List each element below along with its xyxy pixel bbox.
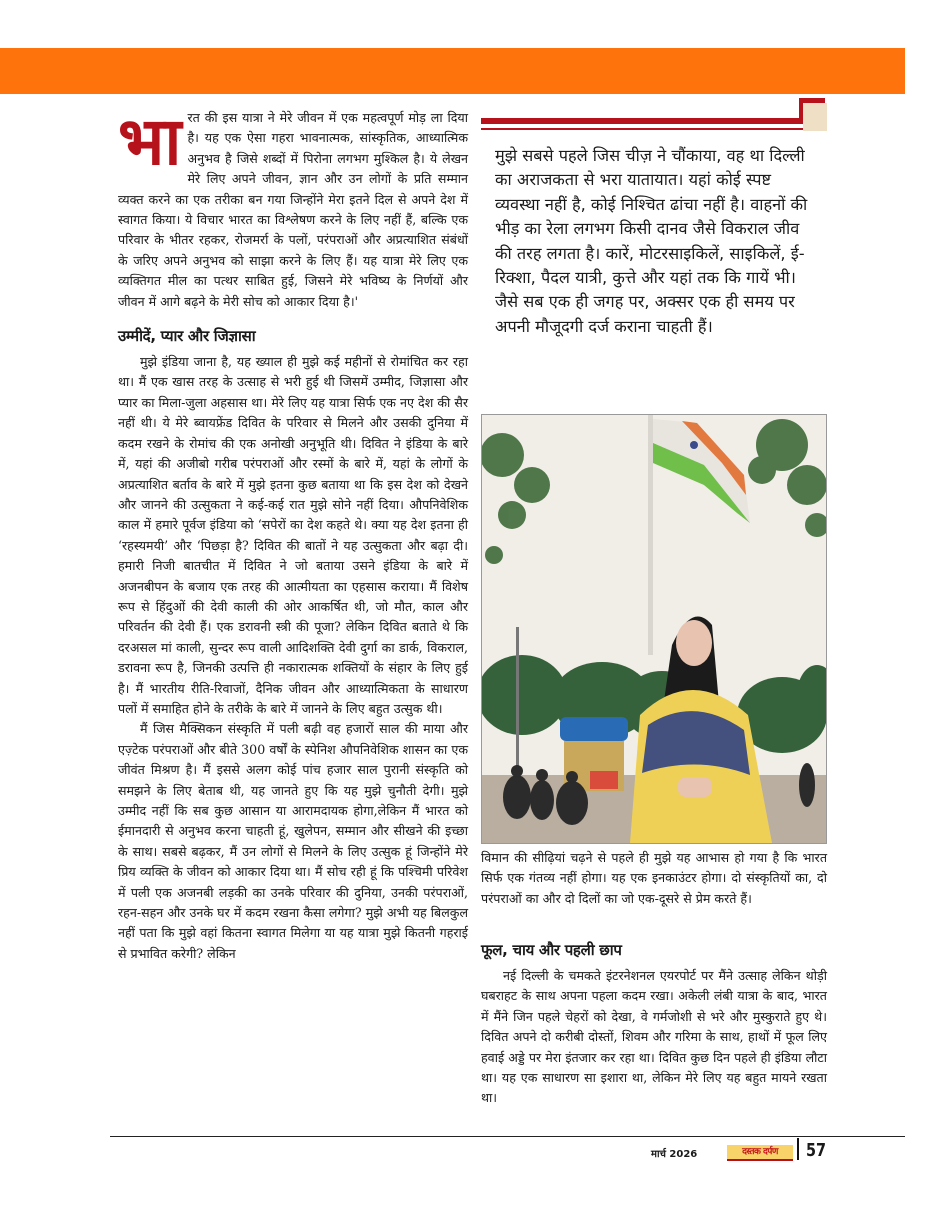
lamppost [516, 627, 519, 777]
magazine-logo-text: दस्तक दर्पण [742, 1147, 778, 1157]
quote-corner-block [803, 103, 827, 131]
section1-paragraph-1: मुझे इंडिया जाना है, यह ख्याल ही मुझे कई महीनों से रोमांचित कर रहा था। मैं एक खास तरह के उत्साह से भरी हुई थी जिसमें उम्मीद, जिज्ञासा और प्यार का मिला-जुला अहसास था। मेरे लिए यह यात्रा सिर्फ एक नए देश की सैर नहीं थी। ये मेरे ब्वायफ्रेंड दिवित के परिवार से मिलने और उसकी दुनिया में कदम रखने के रोमांच की एक अनोखी अनुभूति थी। दिवित ने इंडिया के बारे में, यहां की अजीबो गरीब परंपराओं और रस्मों के बारे में, यहां के लोगों के अप्रत्याशित बर्ताव के बारे में मुझे इतना कुछ बताया था कि इस देश को देखने और जानने की उत्सुकता ने कई-कई रात मुझे सोने नहीं दिया। औपनिवेशिक काल में हमारे पूर्वज इंडिया को ‘सपेरों का देश कहते थे। क्या यह देश इतना ही ‘रहस्यमयी’ और ‘पिछड़ा है? दिवित की बातों ने यह उत्सुकता और बढ़ा दी। हमारी निजी बातचीत में दिवित ने जो बताया उसने इंडिया के बारे में अजनबीपन के बजाय एक तरह की आत्मीयता का एहसास कराया। मैं विशेष रूप से हिंदुओं की देवी काली की ओर आकर्षित थी, जो मौत, काल और परिवर्तन की देवी हैं। एक डरावनी स्त्री की पूजा? लेकिन दिवित बताते थे कि दरअसल मां काली, सुन्दर रूप वाली आदिशक्ति देवी दुर्गा का डार्क, विकराल, डरावना रूप है, जिनकी उत्पत्ति ही नकारात्मक शक्तियों के संहार के लिए हुई है। मैं भारतीय रीति-रिवाजों, दैनिक जीवन और आध्यात्मिकता के साधारण पलों में समाहित होने के तरीके के बारे में जानने के लिए बहुत उत्सुक थी। [118, 354, 468, 716]
right-column [481, 96, 829, 339]
section2-paragraph: नई दिल्ली के चमकते इंटरनेशनल एयरपोर्ट पर मैंने उत्साह लेकिन थोड़ी घबराहट के साथ अपना पहला कदम रखा। अकेली लंबी यात्रा के बाद, भारत में मैंने जिन पहले चेहरों को देखा, वे गर्मजोशी से भरे और मुस्कुराते हुए थे। दिवित अपने दो करीबी दोस्तों, शिवम और गरिमा के साथ, हाथों में फूल लिए हवाई अड्डे पर मेरा इंतजार कर रहा था। दिवित कुछ दिन पहले ही इंडिया लौटा था। यह एक साधारण सा इशारा था, लेकिन मेरे लिए यह बहुत मायने रखता था। [481, 968, 827, 1106]
left-column [118, 103, 468, 964]
section1-paragraph-2: मैं जिस मैक्सिकन संस्कृति में पली बढ़ी वह हजारों साल की माया और एज़्टेक परंपराओं और बीते 300 वर्षों के स्पेनिश औपनिवेशिक शासन का एक जीवंत मिश्रण है। मैं इससे अलग कोई पांच हजार साल पुरानी संस्कृति को समझने के लिए बेताब थी, यह जानते हुए कि यह मुझे चुनौती देगी। मुझे उम्मीद नहीं कि सब कुछ आसान या आरामदायक होगा,लेकिन मैं भारत को ईमानदारी से अनुभव करना चाहती हूं, खुलेपन, सम्मान और सीखने की इच्छा के साथ। सबसे बढ़कर, मैं उन लोगों से मिलने के लिए उत्सुक हूं जिन्होंने मेरे प्रिय व्यक्ति के जीवन को आकार दिया था। मैं सोच रही हूं कि पश्चिमी परिवेश में पली एक अजनबी लड़की का उनके परिवार की दुनिया, उनकी परंपराओं, रहन-सहन और उनके घर में कदम रखना कैसा लगेगा? मुझे अभी यह बिलकुल नहीं पता कि मुझे वहां कितना स्वागत मिलेगा या यह यात्रा मुझे कितनी गहराई से प्रभावित करेगी? लेकिन [118, 721, 468, 961]
top-color-band [0, 48, 905, 94]
pull-quote: मुझे सबसे पहले जिस चीज़ ने चौंकाया, वह था दिल्ली का अराजकता से भरा यातायात। यहां कोई स्पष्ट व्यवस्था नहीं है, कोई निश्चित ढांचा नहीं है। वाहनों की भीड़ का रेला लगभग किसी दानव जैसे विकराल जीव की तरह लगता है। कारें, मोटरसाइकिलें, साइकिलें, ई-रिक्शा, पैदल यात्री, कुत्ते और यहां तक कि गायें भी। जैसे सब एक ही जगह पर, अक्सर एक ही समय पर अपनी मौजूदगी दर्ज कराना चाहती हैं। [495, 146, 808, 336]
drop-cap: भा [118, 103, 180, 180]
photo-illustration [482, 415, 826, 843]
page-number: 57 [806, 1140, 827, 1161]
article-photo [481, 414, 827, 844]
caption-column [481, 848, 827, 909]
section-heading-flowers: फूल, चाय और पहली छाप [481, 941, 622, 959]
issue-date: मार्च 2026 [651, 1149, 698, 1160]
magazine-logo [727, 1145, 793, 1161]
intro-paragraph [118, 103, 468, 312]
flagpole [648, 415, 653, 655]
intro-text: रत की इस यात्रा ने मेरे जीवन में एक महत्वपूर्ण मोड़ ला दिया है। यह एक ऐसा गहरा भावनात्मक, सांस्कृतिक, आध्यात्मिक अनुभव है जिसे शब्दों में पिरोना लगभग मुश्किल है। ये लेखन मेरे लिए अपने जीवन, ज्ञान और उन लोगों के प्रति सम्मान व्यक्त करने का एक तरीका बन गया जिन्होंने मेरा इतने दिल से अपने देश में स्वागत किया। ये विचार भारत का विश्लेषण करने के लिए नहीं हैं, बल्कि एक परिवार के भीतर रहकर, रोजमर्रा के पलों, परंपराओं और अप्रत्याशित संबंधों के जरिए अपने अनुभव को साझा करने के लिए हैं। यह यात्रा मेरे लिए एक व्यक्तिगत मील का पत्थर साबित हुई, जिसने मेरे भविष्य के निर्णयों और जीवन में आगे बढ़ने के मेरी सोच को आकार दिया है।' [118, 110, 468, 309]
footer-rule [110, 1136, 905, 1137]
quote-rule-thick [481, 118, 799, 124]
footer-divider [797, 1138, 799, 1160]
section-heading-hopes: उम्मीदें, प्यार और जिज्ञासा [118, 327, 256, 346]
right-lower-column [481, 940, 827, 1109]
pull-quote-decoration [481, 96, 829, 132]
quote-rule-thin [481, 128, 807, 130]
continuation-paragraph: विमान की सीढ़ियां चढ़ने से पहले ही मुझे यह आभास हो गया है कि भारत सिर्फ एक गंतव्य नहीं होगा। यह एक इनकाउंटर होगा। दो संस्कृतियों का, दो परंपराओं का और दो दिलों का जो एक-दूसरे से प्रेम करते हैं। [481, 850, 827, 906]
